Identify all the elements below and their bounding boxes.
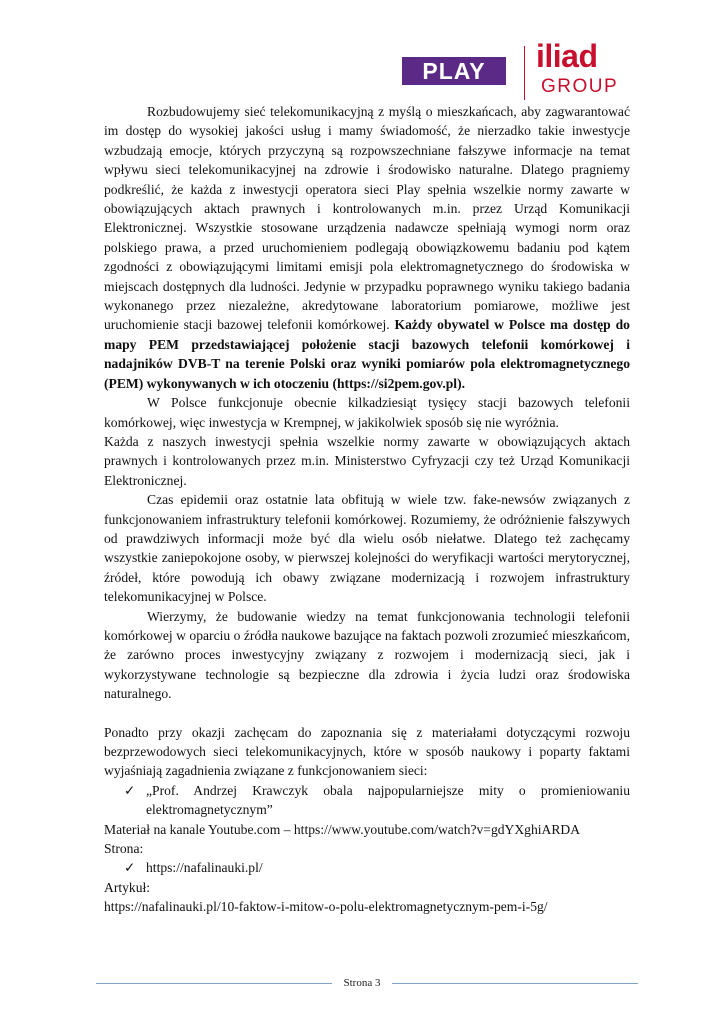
website-link[interactable]: https://nafalinauki.pl/ [146, 860, 263, 876]
article-link[interactable]: https://nafalinauki.pl/10-faktow-i-mitow-o-polu-elektromagnetycznym-pem-i-5g/ [104, 899, 548, 915]
checkmark-icon: ✓ [124, 860, 136, 876]
paragraph-base-stations: W Polsce funkcjonuje obecnie kilkadziesiąt tysięcy stacji bazowych telefonii komórkowej, więc inwestycja w Krempnej, w jakikolwiek sposób się nie wyróżnia. [104, 395, 630, 430]
resource-video-title: „Prof. Andrzej Krawczyk obala najpopularniejsze mity o promieniowaniu elektromagnetycznym” [146, 782, 630, 818]
resource-item-video [124, 781, 630, 820]
paragraph-norms: Każda z naszych inwestycji spełnia wszelkie normy zawarte w obowiązujących aktach prawnych i kontrolowanych przez m.in. Ministerstwo Cyfryzacji czy też Urząd Komunikacji Elektronicznej. [104, 433, 630, 488]
page-number: Strona 3 [343, 977, 381, 989]
strona-label: Strona: [104, 841, 144, 857]
artykul-label: Artykuł: [104, 879, 151, 895]
paragraph-intro [104, 102, 630, 393]
checkmark-icon: ✓ [124, 782, 136, 798]
spacer [104, 704, 630, 723]
paragraph-fake-news: Czas epidemii oraz ostatnie lata obfitują w wiele tzw. fake-newsów związanych z funkcjonowaniem infrastruktury telefonii komórkowej. Rozumiemy, że odróżnienie fałszywych od prawdziwych informacji może być dla wielu osób niełatwe. Dlatego też zachęcamy wszystkie zaniepokojone osoby, w pierwszej kolejności do weryfikacji wartości merytorycznej, źródeł, które powodują ich obawy związane modernizacją i rozwojem infrastruktury telekomunikacyjnej w Polsce. [104, 492, 630, 605]
document-body [104, 102, 630, 917]
pem-map-highlight: Każdy obywatel w Polsce ma dostęp do mapy PEM przedstawiającej położenie stacji bazowych telefonii komórkowej i nadajników DVB-T na terenie Polski oraz wyniki pomiarów pola elektromagnetycznego (PEM) wykonywanych w ich otoczeniu (https://si2pem.gov.pl). [104, 317, 630, 391]
page-footer [96, 975, 638, 989]
group-logo-text: GROUP [541, 76, 619, 97]
company-logo [402, 38, 652, 104]
footer-rule-left [96, 983, 332, 984]
footer-rule-right [392, 983, 638, 984]
logo-divider [524, 46, 525, 100]
paragraph-intro-text: Rozbudowujemy sieć telekomunikacyjną z myślą o mieszkańcach, aby zagwarantować im dostęp do wysokiej jakości usług i mamy świadomość, że nierzadko takie inwestycje wzbudzają emocje, których przyczyną są rozpowszechniane fałszywe informacje na temat wpływu sieci telekomunikacyjnej na zdrowie i środowisko naturalne. Dlatego pragniemy podkreślić, że każda z inwestycji operatora sieci Play spełnia wszelkie normy zawarte w obowiązujących aktach prawnych i kontrolowanych m.in. przez Urząd Komunikacji Elektronicznej. Wszystkie stosowane urządzenia nadawcze spełniają wymogi norm oraz polskiego prawa, a przed uruchomieniem podlegają obowiązkowemu badaniu pod kątem zgodności z obowiązującymi limitami emisji pola elektromagnetycznego do środowiska w miejscach dostępnych dla ludności. Jedynie w przypadku poprawnego wyniku takiego badania wykonanego przez niezależne, akredytowane laboratorium pomiarowe, możliwe jest uruchomienie stacji bazowej telefonii komórkowej. [104, 104, 630, 333]
paragraph-materials: Ponadto przy okazji zachęcam do zapoznania się z materiałami dotyczącymi rozwoju bezprzewodowych sieci telekomunikacyjnych, które w sposób naukowy i poparty faktami wyjaśniają zagadnienia związane z funkcjonowaniem sieci: [104, 724, 630, 779]
youtube-link-line[interactable]: Materiał na kanale Youtube.com – https://www.youtube.com/watch?v=gdYXghiARDA [104, 821, 581, 837]
iliad-logo: iliad [536, 38, 598, 74]
resource-item-website [124, 858, 630, 877]
paragraph-knowledge: Wierzymy, że budowanie wiedzy na temat funkcjonowania technologii telefonii komórkowej w oparciu o źródła naukowe bazujące na faktach pozwoli zrozumieć mieszkańcom, że zarówno proces inwestycyjny związany z rozwojem i modernizacją sieci, jak i wykorzystywane technologie są bezpieczne dla zdrowia i życia ludzi oraz środowiska naturalnego. [104, 608, 630, 702]
play-logo: PLAY [402, 57, 506, 85]
